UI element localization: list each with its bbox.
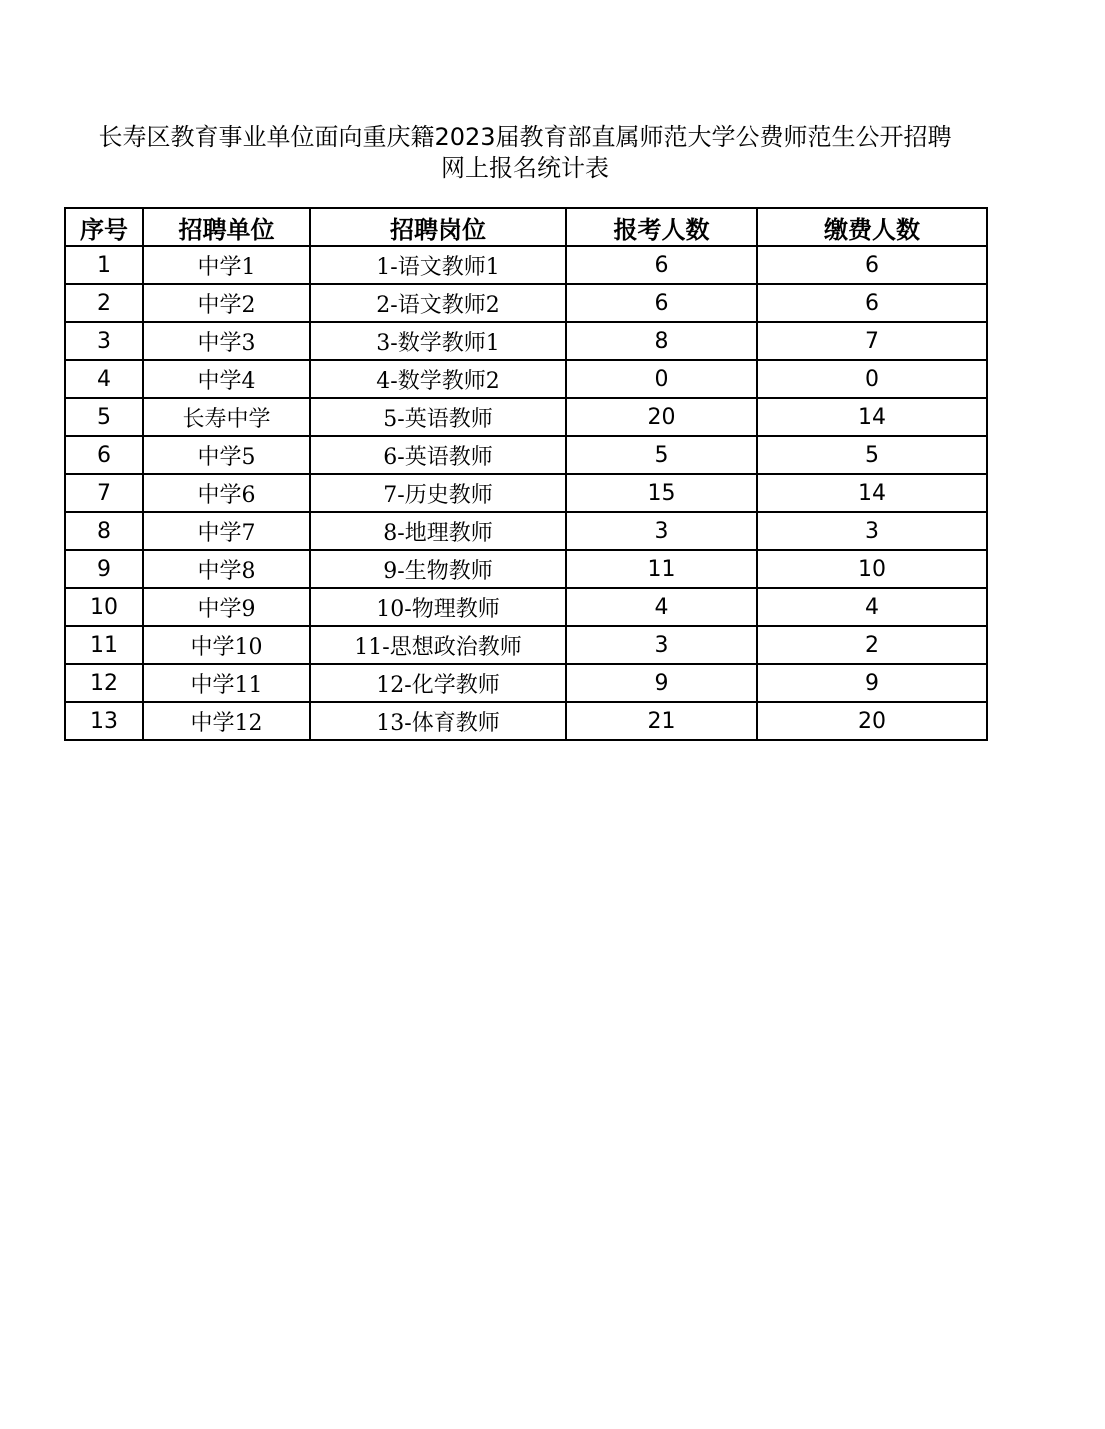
cell-paid-count: 14 bbox=[757, 398, 987, 436]
cell-paid-count: 7 bbox=[757, 322, 987, 360]
table-row bbox=[65, 246, 987, 284]
table-header-row bbox=[65, 208, 987, 246]
cell-recruiting-post: 10-物理教师 bbox=[310, 588, 566, 626]
cell-recruiting-post: 9-生物教师 bbox=[310, 550, 566, 588]
cell-applicant-count: 9 bbox=[566, 664, 757, 702]
cell-serial-no: 4 bbox=[65, 360, 143, 398]
table-row bbox=[65, 626, 987, 664]
cell-paid-count: 9 bbox=[757, 664, 987, 702]
cell-recruiting-post: 11-思想政治教师 bbox=[310, 626, 566, 664]
table-row bbox=[65, 398, 987, 436]
header-applicant-count: 报考人数 bbox=[566, 208, 757, 246]
table-row bbox=[65, 322, 987, 360]
cell-paid-count: 0 bbox=[757, 360, 987, 398]
header-paid-count: 缴费人数 bbox=[757, 208, 987, 246]
cell-recruiting-unit: 中学1 bbox=[143, 246, 310, 284]
cell-recruiting-unit: 中学6 bbox=[143, 474, 310, 512]
document-title bbox=[0, 122, 1050, 184]
header-serial-no: 序号 bbox=[65, 208, 143, 246]
cell-recruiting-unit: 中学2 bbox=[143, 284, 310, 322]
cell-paid-count: 4 bbox=[757, 588, 987, 626]
cell-recruiting-unit: 长寿中学 bbox=[143, 398, 310, 436]
cell-paid-count: 10 bbox=[757, 550, 987, 588]
cell-recruiting-post: 4-数学教师2 bbox=[310, 360, 566, 398]
cell-applicant-count: 3 bbox=[566, 626, 757, 664]
header-recruiting-post: 招聘岗位 bbox=[310, 208, 566, 246]
table-row bbox=[65, 436, 987, 474]
cell-serial-no: 3 bbox=[65, 322, 143, 360]
cell-applicant-count: 5 bbox=[566, 436, 757, 474]
cell-applicant-count: 3 bbox=[566, 512, 757, 550]
cell-serial-no: 7 bbox=[65, 474, 143, 512]
cell-recruiting-unit: 中学7 bbox=[143, 512, 310, 550]
cell-recruiting-post: 8-地理教师 bbox=[310, 512, 566, 550]
cell-recruiting-post: 5-英语教师 bbox=[310, 398, 566, 436]
cell-paid-count: 6 bbox=[757, 246, 987, 284]
table-row bbox=[65, 588, 987, 626]
registration-table bbox=[64, 207, 988, 741]
cell-recruiting-post: 13-体育教师 bbox=[310, 702, 566, 740]
table-row bbox=[65, 360, 987, 398]
cell-recruiting-unit: 中学9 bbox=[143, 588, 310, 626]
cell-serial-no: 1 bbox=[65, 246, 143, 284]
cell-serial-no: 6 bbox=[65, 436, 143, 474]
cell-applicant-count: 6 bbox=[566, 246, 757, 284]
table-row bbox=[65, 664, 987, 702]
cell-recruiting-unit: 中学4 bbox=[143, 360, 310, 398]
cell-applicant-count: 6 bbox=[566, 284, 757, 322]
cell-paid-count: 2 bbox=[757, 626, 987, 664]
cell-applicant-count: 20 bbox=[566, 398, 757, 436]
cell-serial-no: 8 bbox=[65, 512, 143, 550]
cell-recruiting-unit: 中学11 bbox=[143, 664, 310, 702]
title-line-1: 长寿区教育事业单位面向重庆籍2023届教育部直属师范大学公费师范生公开招聘 bbox=[98, 123, 952, 151]
cell-paid-count: 20 bbox=[757, 702, 987, 740]
cell-applicant-count: 21 bbox=[566, 702, 757, 740]
cell-paid-count: 3 bbox=[757, 512, 987, 550]
cell-recruiting-post: 2-语文教师2 bbox=[310, 284, 566, 322]
cell-recruiting-post: 12-化学教师 bbox=[310, 664, 566, 702]
cell-serial-no: 9 bbox=[65, 550, 143, 588]
cell-serial-no: 11 bbox=[65, 626, 143, 664]
table-row bbox=[65, 284, 987, 322]
cell-paid-count: 14 bbox=[757, 474, 987, 512]
cell-recruiting-unit: 中学10 bbox=[143, 626, 310, 664]
header-recruiting-unit: 招聘单位 bbox=[143, 208, 310, 246]
cell-applicant-count: 11 bbox=[566, 550, 757, 588]
cell-serial-no: 5 bbox=[65, 398, 143, 436]
cell-recruiting-post: 6-英语教师 bbox=[310, 436, 566, 474]
cell-serial-no: 10 bbox=[65, 588, 143, 626]
cell-applicant-count: 4 bbox=[566, 588, 757, 626]
cell-paid-count: 6 bbox=[757, 284, 987, 322]
cell-recruiting-unit: 中学8 bbox=[143, 550, 310, 588]
cell-applicant-count: 0 bbox=[566, 360, 757, 398]
title-line-2: 网上报名统计表 bbox=[441, 154, 609, 182]
table-row bbox=[65, 702, 987, 740]
cell-recruiting-unit: 中学3 bbox=[143, 322, 310, 360]
table-body bbox=[65, 246, 987, 740]
cell-paid-count: 5 bbox=[757, 436, 987, 474]
table-row bbox=[65, 550, 987, 588]
cell-recruiting-post: 1-语文教师1 bbox=[310, 246, 566, 284]
cell-recruiting-unit: 中学5 bbox=[143, 436, 310, 474]
cell-recruiting-unit: 中学12 bbox=[143, 702, 310, 740]
table-row bbox=[65, 512, 987, 550]
cell-applicant-count: 15 bbox=[566, 474, 757, 512]
cell-recruiting-post: 7-历史教师 bbox=[310, 474, 566, 512]
cell-serial-no: 2 bbox=[65, 284, 143, 322]
cell-recruiting-post: 3-数学教师1 bbox=[310, 322, 566, 360]
table-row bbox=[65, 474, 987, 512]
cell-applicant-count: 8 bbox=[566, 322, 757, 360]
cell-serial-no: 13 bbox=[65, 702, 143, 740]
cell-serial-no: 12 bbox=[65, 664, 143, 702]
